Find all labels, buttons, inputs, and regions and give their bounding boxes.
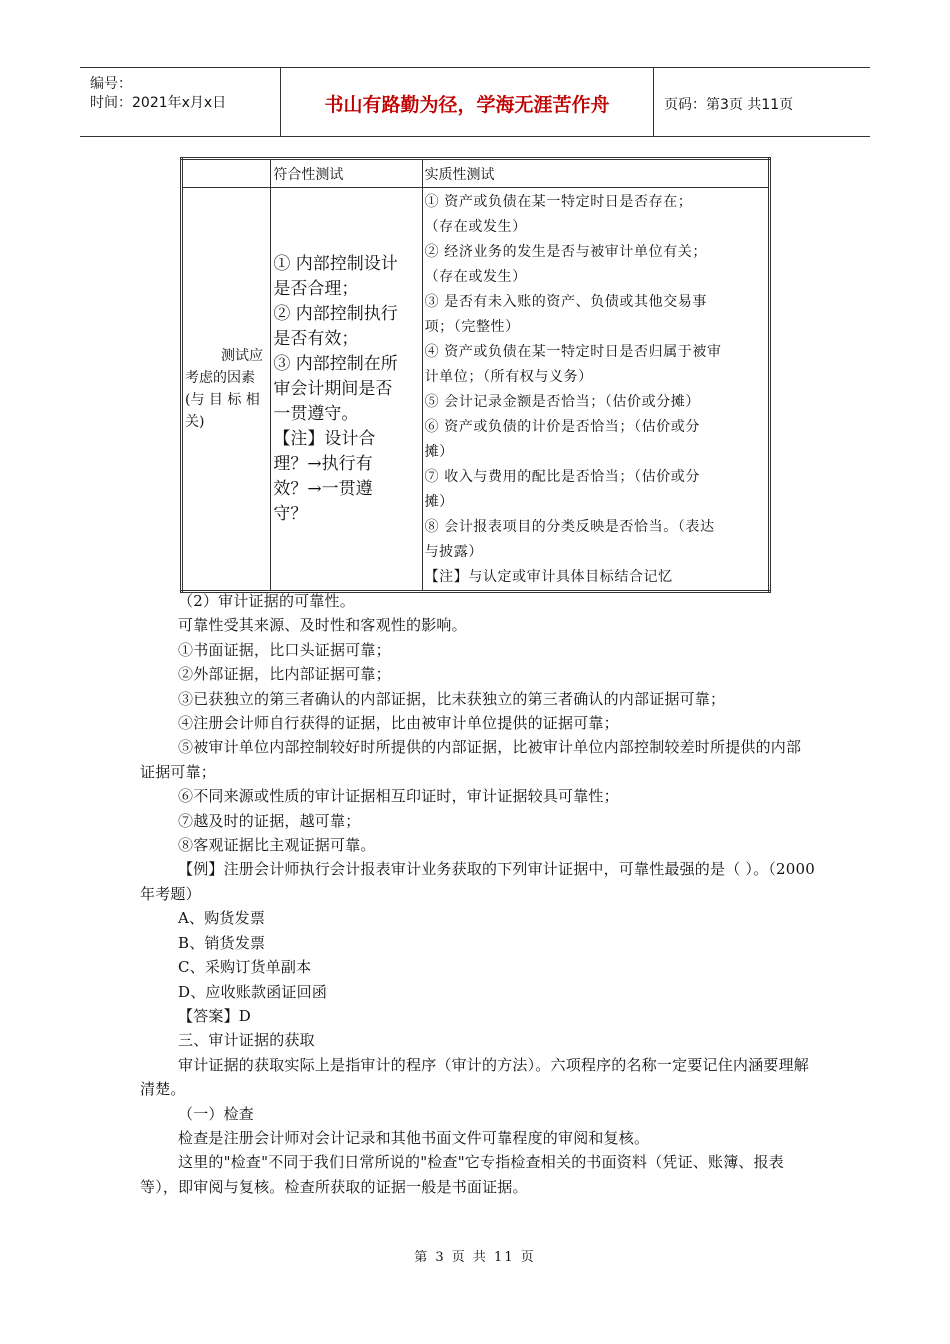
list-item: ⑤被审计单位内部控制较好时所提供的内部证据，比被审计单位内部控制较差时所提供的内部证据可靠；: [140, 738, 802, 781]
substantive-line: 摊）: [424, 444, 454, 460]
substantive-line: ⑧ 会计报表项目的分类反映是否恰当。（表达: [424, 519, 715, 535]
compliance-line: 理？→执行有: [273, 453, 373, 474]
substantive-line: ⑤ 会计记录金额是否恰当；（估价或分摊）: [424, 394, 701, 410]
option-a: A、购货发票: [178, 909, 266, 928]
substantive-line: 计单位；（所有权与义务）: [424, 369, 593, 385]
factor-line: (与 目 标 相: [185, 392, 260, 408]
page-footer: 第 3 页 共 11 页: [414, 1250, 536, 1265]
substantive-line: ③ 是否有未入账的资产、负债或其他交易事: [424, 294, 708, 310]
header-motto-cell: [281, 68, 654, 136]
test-comparison-table: [180, 157, 771, 593]
substantive-line: （存在或发生）: [424, 269, 527, 285]
header-page-cell: [654, 68, 870, 136]
substantive-line: （存在或发生）: [424, 219, 527, 235]
paragraph: 审计证据的获取实际上是指审计的程序（审计的方法）。六项程序的名称一定要记住内涵要理解清楚。: [140, 1055, 809, 1099]
option-b: B、销货发票: [178, 933, 266, 952]
table-header-row: [182, 159, 770, 188]
compliance-line: ② 内部控制执行: [273, 303, 398, 324]
list-item: ⑦越及时的证据，越可靠；: [178, 811, 361, 830]
list-item: ②外部证据，比内部证据可靠；: [178, 665, 391, 684]
substantive-line: 摊）: [424, 494, 454, 510]
factor-line: 测试应: [221, 348, 263, 364]
table-header-substantive: 实质性测试: [422, 159, 769, 188]
document-number-label: 编号：: [90, 76, 132, 92]
paragraph: 可靠性受其来源、及时性和客观性的影响。: [178, 616, 467, 635]
list-item: ③已获独立的第三者确认的内部证据，比未获独立的第三者确认的内部证据可靠；: [178, 689, 726, 708]
list-item: ①书面证据，比口头证据可靠；: [178, 640, 391, 659]
section-heading: （2）审计证据的可靠性。: [178, 592, 355, 610]
substantive-line: ⑥ 资产或负债的计价是否恰当；（估价或分: [424, 419, 701, 435]
header-meta-cell: [80, 68, 281, 136]
paragraph: 这里的"检查"不同于我们日常所说的"检查"它专指检查相关的书面资料（凭证、账簿、报表等），即审阅与复核。检查所获取的证据一般是书面证据。: [140, 1153, 785, 1196]
paragraph: 检查是注册会计师对会计记录和其他书面文件可靠程度的审阅和复核。: [178, 1128, 650, 1147]
document-date-label: 时间：2021年x月x日: [90, 95, 227, 111]
factor-line: 考虑的因素: [185, 370, 255, 386]
substantive-line: ⑦ 收入与费用的配比是否恰当；（估价或分: [424, 469, 701, 485]
example-question: 【例】注册会计师执行会计报表审计业务获取的下列审计证据中，可靠性最强的是（ ）。（2000年考题）: [140, 860, 815, 903]
substantive-line: 【注】与认定或审计具体目标结合记忆: [424, 569, 673, 585]
substantive-line: ④ 资产或负债在某一特定时日是否归属于被审: [424, 344, 722, 360]
section-heading: 三、审计证据的获取: [178, 1031, 315, 1050]
body-text: [140, 589, 815, 1199]
list-item: ⑧客观证据比主观证据可靠。: [178, 836, 376, 855]
list-item: ④注册会计师自行获得的证据，比由被审计单位提供的证据可靠；: [178, 714, 619, 733]
compliance-line: 守？: [273, 503, 308, 524]
table-header-empty: [182, 159, 271, 188]
compliance-line: 效？→一贯遵: [273, 478, 373, 499]
substantive-line: 与披露）: [424, 544, 483, 560]
compliance-line: 一贯遵守。: [273, 403, 359, 424]
substantive-line: 项；（完整性）: [424, 319, 520, 335]
header-page-info: 页码：第3页 共11页: [664, 97, 794, 113]
compliance-test-cell: [271, 188, 422, 592]
compliance-line: 审会计期间是否: [273, 378, 393, 399]
compliance-line: ① 内部控制设计: [273, 253, 398, 274]
page-header: [80, 67, 870, 137]
factor-line: 关): [185, 414, 205, 430]
factor-cell: [182, 188, 271, 592]
substantive-test-cell: [422, 188, 769, 592]
answer: 【答案】D: [178, 1006, 252, 1025]
list-item: ⑥不同来源或性质的审计证据相互印证时，审计证据较具可靠性；: [178, 787, 619, 806]
substantive-line: ① 资产或负债在某一特定时日是否存在；: [424, 194, 693, 210]
table-row: [182, 188, 770, 592]
option-c: C、采购订货单副本: [178, 958, 312, 977]
compliance-line: 是否有效；: [273, 328, 359, 349]
subsection-heading: （一）检查: [178, 1104, 255, 1123]
header-motto: 书山有路勤为径，学海无涯苦作舟: [324, 94, 610, 116]
compliance-line: 是否合理；: [273, 278, 359, 299]
option-d: D、应收账款函证回函: [178, 982, 328, 1001]
substantive-line: ② 经济业务的发生是否与被审计单位有关；: [424, 244, 708, 260]
table-header-compliance: 符合性测试: [271, 159, 422, 188]
compliance-line: ③ 内部控制在所: [273, 353, 398, 374]
compliance-line: 【注】设计合: [273, 428, 376, 449]
